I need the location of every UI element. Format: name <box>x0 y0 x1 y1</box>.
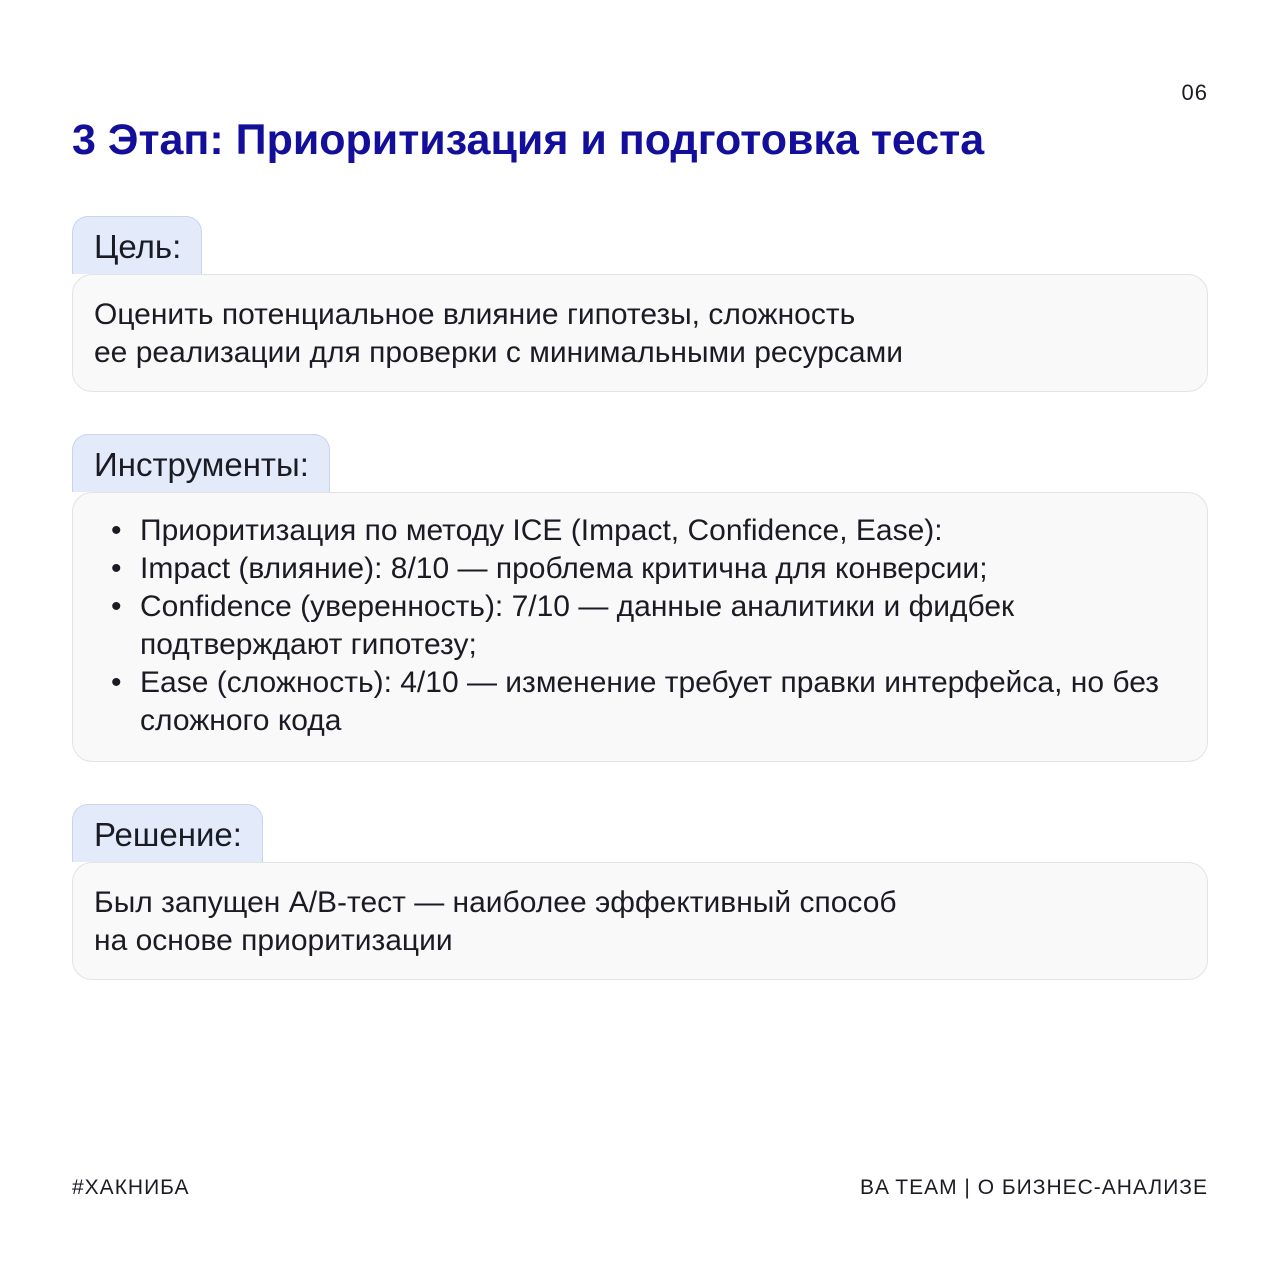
tools-tab-label: Инструменты: <box>72 434 330 492</box>
tools-section <box>72 434 1208 762</box>
tools-list <box>94 512 1186 740</box>
solution-text-line: Был запущен A/B-тест — наиболее эффективный способ <box>94 886 897 919</box>
footer-brand: BA TEAM | О БИЗНЕС-АНАЛИЗЕ <box>859 1176 1208 1199</box>
footer-hashtag: #ХАКНИБА <box>72 1176 190 1199</box>
list-item-text: Приоритизация по методу ICE (Impact, Confidence, Ease): <box>140 514 943 547</box>
goal-tab-label: Цель: <box>72 216 202 274</box>
bullet-icon: • <box>111 514 122 547</box>
bullet-icon: • <box>111 552 122 585</box>
goal-text-line: Оценить потенциальное влияние гипотезы, сложность <box>94 298 856 331</box>
page-title: 3 Этап: Приоритизация и подготовка теста <box>72 116 985 164</box>
list-item-text: Ease (сложность): 4/10 — изменение требует правки интерфейса, но без сложного кода <box>140 666 1160 737</box>
goal-text-line: ее реализации для проверки с минимальными ресурсами <box>94 336 904 369</box>
solution-section <box>72 804 1208 980</box>
solution-tab-label: Решение: <box>72 804 263 862</box>
page-number: 06 <box>1181 80 1208 105</box>
goal-card <box>72 274 1208 392</box>
list-item-text: Impact (влияние): 8/10 — проблема критична для конверсии; <box>140 552 988 585</box>
list-item-text: Confidence (уверенность): 7/10 — данные аналитики и фидбек подтверждают гипотезу; <box>140 590 1015 661</box>
goal-section <box>72 216 1208 392</box>
solution-card <box>72 862 1208 980</box>
list-item <box>94 664 1186 740</box>
tools-card <box>72 492 1208 762</box>
bullet-icon: • <box>111 590 122 623</box>
list-item <box>94 550 1186 588</box>
list-item <box>94 512 1186 550</box>
solution-text-line: на основе приоритизации <box>94 924 453 957</box>
list-item <box>94 588 1186 664</box>
bullet-icon: • <box>111 666 122 699</box>
